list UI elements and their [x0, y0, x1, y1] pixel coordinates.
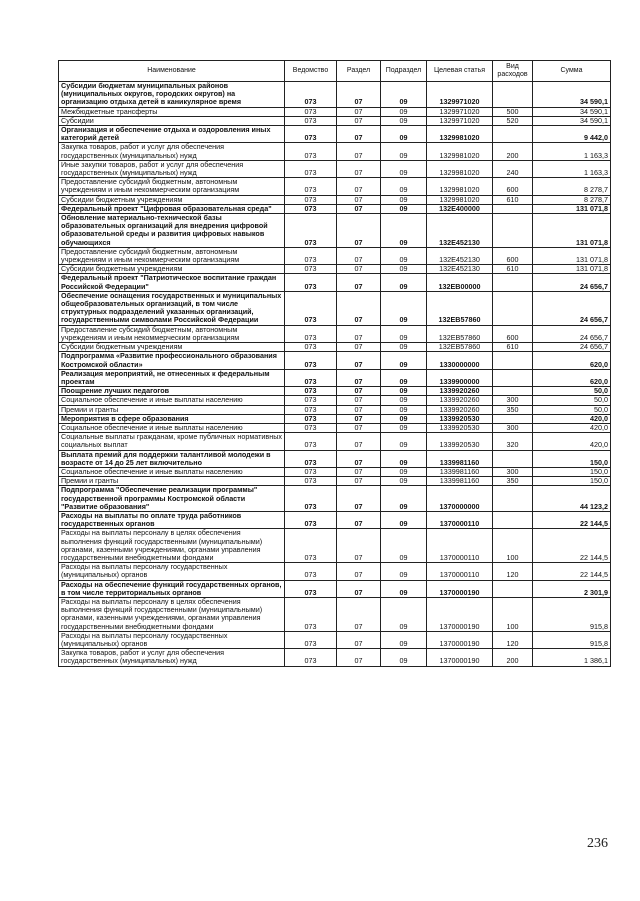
cell-name: Расходы на выплаты персоналу государственных (муниципальных) органов	[59, 563, 285, 580]
cell-name: Иные закупки товаров, работ и услуг для обеспечения государственных (муниципальных) нужд	[59, 160, 285, 177]
cell-amount: 8 278,7	[533, 195, 611, 204]
cell-section: 07	[337, 274, 381, 291]
table-row	[59, 116, 611, 125]
cell-target-article: 1370000190	[427, 597, 493, 631]
cell-department: 073	[285, 563, 337, 580]
cell-amount: 50,0	[533, 387, 611, 396]
cell-section: 07	[337, 265, 381, 274]
cell-department: 073	[285, 529, 337, 563]
cell-name: Субсидии бюджетным учреждениям	[59, 195, 285, 204]
cell-department: 073	[285, 433, 337, 450]
cell-amount: 915,8	[533, 631, 611, 648]
cell-name: Организация и обеспечение отдыха и оздоровления иных категорий детей	[59, 126, 285, 143]
cell-target-article: 132E452130	[427, 214, 493, 248]
cell-subsection: 09	[381, 143, 427, 160]
table-row	[59, 343, 611, 352]
header-target-article: Целевая статья	[427, 61, 493, 82]
cell-subsection: 09	[381, 450, 427, 467]
cell-expense-type: 240	[493, 160, 533, 177]
cell-subsection: 09	[381, 178, 427, 195]
table-body	[59, 82, 611, 667]
cell-department: 073	[285, 369, 337, 386]
table-row	[59, 143, 611, 160]
table-row	[59, 631, 611, 648]
cell-subsection: 09	[381, 433, 427, 450]
table-row	[59, 396, 611, 405]
cell-target-article: 1370000190	[427, 649, 493, 666]
cell-department: 073	[285, 467, 337, 476]
cell-subsection: 09	[381, 631, 427, 648]
cell-amount: 131 071,8	[533, 247, 611, 264]
cell-department: 073	[285, 195, 337, 204]
cell-department: 073	[285, 486, 337, 512]
cell-expense-type: 120	[493, 563, 533, 580]
cell-subsection: 09	[381, 325, 427, 342]
cell-target-article: 132E452130	[427, 265, 493, 274]
cell-subsection: 09	[381, 396, 427, 405]
table-row	[59, 405, 611, 414]
cell-subsection: 09	[381, 477, 427, 486]
cell-department: 073	[285, 580, 337, 597]
header-subsection: Подраздел	[381, 61, 427, 82]
table-row	[59, 529, 611, 563]
cell-name: Социальное обеспечение и иные выплаты населению	[59, 467, 285, 476]
cell-name: Закупка товаров, работ и услуг для обеспечения государственных (муниципальных) нужд	[59, 143, 285, 160]
table-row	[59, 649, 611, 666]
cell-expense-type	[493, 352, 533, 369]
cell-expense-type: 500	[493, 107, 533, 116]
cell-name: Премии и гранты	[59, 477, 285, 486]
cell-target-article: 132EB00000	[427, 274, 493, 291]
cell-subsection: 09	[381, 204, 427, 213]
table-row	[59, 126, 611, 143]
cell-subsection: 09	[381, 649, 427, 666]
cell-target-article: 1329981020	[427, 195, 493, 204]
cell-expense-type	[493, 291, 533, 325]
cell-amount: 50,0	[533, 405, 611, 414]
cell-expense-type: 350	[493, 477, 533, 486]
cell-expense-type: 100	[493, 597, 533, 631]
cell-expense-type: 520	[493, 116, 533, 125]
table-header-row	[59, 61, 611, 82]
cell-expense-type: 300	[493, 423, 533, 432]
header-name: Наименование	[59, 61, 285, 82]
cell-amount: 34 590,1	[533, 107, 611, 116]
cell-section: 07	[337, 450, 381, 467]
table-row	[59, 467, 611, 476]
cell-section: 07	[337, 387, 381, 396]
cell-name: Реализация мероприятий, не отнесенных к федеральным проектам	[59, 369, 285, 386]
cell-department: 073	[285, 143, 337, 160]
cell-department: 073	[285, 265, 337, 274]
cell-amount: 1 163,3	[533, 160, 611, 177]
cell-section: 07	[337, 405, 381, 414]
header-department: Ведомство	[285, 61, 337, 82]
cell-expense-type	[493, 204, 533, 213]
cell-subsection: 09	[381, 423, 427, 432]
cell-target-article: 1339920530	[427, 414, 493, 423]
table-row	[59, 414, 611, 423]
cell-amount: 150,0	[533, 477, 611, 486]
cell-expense-type	[493, 580, 533, 597]
cell-expense-type: 100	[493, 529, 533, 563]
cell-section: 07	[337, 126, 381, 143]
cell-amount: 1 163,3	[533, 143, 611, 160]
cell-expense-type	[493, 414, 533, 423]
cell-name: Субсидии	[59, 116, 285, 125]
cell-section: 07	[337, 631, 381, 648]
cell-subsection: 09	[381, 107, 427, 116]
cell-department: 073	[285, 450, 337, 467]
cell-name: Федеральный проект "Цифровая образовательная среда"	[59, 204, 285, 213]
cell-name: Мероприятия в сфере образования	[59, 414, 285, 423]
cell-target-article: 1330000000	[427, 352, 493, 369]
table-row	[59, 214, 611, 248]
cell-target-article: 1339920530	[427, 423, 493, 432]
cell-target-article: 1329971020	[427, 107, 493, 116]
cell-expense-type	[493, 387, 533, 396]
cell-amount: 22 144,5	[533, 563, 611, 580]
cell-name: Предоставление субсидий бюджетным, автономным учреждениям и иным некоммерческим организациям	[59, 178, 285, 195]
cell-expense-type: 600	[493, 325, 533, 342]
header-section: Раздел	[337, 61, 381, 82]
cell-department: 073	[285, 414, 337, 423]
cell-target-article: 1339920530	[427, 433, 493, 450]
cell-expense-type	[493, 214, 533, 248]
cell-target-article: 1370000110	[427, 511, 493, 528]
cell-section: 07	[337, 160, 381, 177]
cell-target-article: 1339981160	[427, 467, 493, 476]
table-row	[59, 477, 611, 486]
cell-name: Обновление материально-технической базы образовательных организаций для внедрения цифровой образовательной среды и развития цифровых навыков обучающихся	[59, 214, 285, 248]
cell-department: 073	[285, 178, 337, 195]
cell-section: 07	[337, 195, 381, 204]
table-row	[59, 486, 611, 512]
cell-target-article: 1370000190	[427, 631, 493, 648]
cell-subsection: 09	[381, 352, 427, 369]
cell-department: 073	[285, 247, 337, 264]
cell-expense-type	[493, 274, 533, 291]
table-row	[59, 369, 611, 386]
cell-section: 07	[337, 369, 381, 386]
cell-target-article: 1339981160	[427, 477, 493, 486]
cell-target-article: 132EB57860	[427, 343, 493, 352]
cell-subsection: 09	[381, 82, 427, 108]
cell-section: 07	[337, 107, 381, 116]
cell-expense-type	[493, 82, 533, 108]
cell-amount: 131 071,8	[533, 214, 611, 248]
cell-name: Закупка товаров, работ и услуг для обеспечения государственных (муниципальных) нужд	[59, 649, 285, 666]
cell-department: 073	[285, 423, 337, 432]
cell-subsection: 09	[381, 405, 427, 414]
cell-section: 07	[337, 511, 381, 528]
cell-subsection: 09	[381, 563, 427, 580]
cell-section: 07	[337, 486, 381, 512]
cell-section: 07	[337, 563, 381, 580]
cell-section: 07	[337, 116, 381, 125]
cell-department: 073	[285, 396, 337, 405]
table-row	[59, 423, 611, 432]
cell-amount: 150,0	[533, 467, 611, 476]
table-row	[59, 178, 611, 195]
cell-name: Социальное обеспечение и иные выплаты населению	[59, 423, 285, 432]
cell-name: Премии и гранты	[59, 405, 285, 414]
cell-amount: 50,0	[533, 396, 611, 405]
cell-amount: 620,0	[533, 352, 611, 369]
cell-department: 073	[285, 649, 337, 666]
cell-department: 073	[285, 107, 337, 116]
cell-expense-type: 300	[493, 396, 533, 405]
header-expense-type: Вид расходов	[493, 61, 533, 82]
cell-expense-type	[493, 511, 533, 528]
cell-subsection: 09	[381, 529, 427, 563]
cell-subsection: 09	[381, 580, 427, 597]
cell-subsection: 09	[381, 265, 427, 274]
cell-expense-type: 610	[493, 265, 533, 274]
cell-name: Предоставление субсидий бюджетным, автономным учреждениям и иным некоммерческим организациям	[59, 325, 285, 342]
cell-amount: 131 071,8	[533, 204, 611, 213]
table-row	[59, 433, 611, 450]
table-row	[59, 563, 611, 580]
cell-name: Расходы на обеспечение функций государственных органов, в том числе территориальных органов	[59, 580, 285, 597]
cell-name: Предоставление субсидий бюджетным, автономным учреждениям и иным некоммерческим организациям	[59, 247, 285, 264]
cell-amount: 1 386,1	[533, 649, 611, 666]
cell-section: 07	[337, 423, 381, 432]
header-amount: Сумма	[533, 61, 611, 82]
cell-name: Выплата премий для поддержки талантливой молодежи в возрасте от 14 до 25 лет включительно	[59, 450, 285, 467]
cell-amount: 22 144,5	[533, 511, 611, 528]
cell-subsection: 09	[381, 511, 427, 528]
cell-subsection: 09	[381, 160, 427, 177]
cell-expense-type	[493, 486, 533, 512]
cell-section: 07	[337, 178, 381, 195]
cell-amount: 24 656,7	[533, 343, 611, 352]
cell-department: 073	[285, 291, 337, 325]
cell-expense-type: 200	[493, 649, 533, 666]
cell-section: 07	[337, 467, 381, 476]
cell-section: 07	[337, 204, 381, 213]
table-row	[59, 82, 611, 108]
cell-expense-type: 600	[493, 247, 533, 264]
cell-section: 07	[337, 343, 381, 352]
cell-expense-type: 610	[493, 343, 533, 352]
cell-target-article: 1370000190	[427, 580, 493, 597]
table-row	[59, 265, 611, 274]
cell-target-article: 132E452130	[427, 247, 493, 264]
cell-name: Расходы на выплаты персоналу в целях обеспечения выполнения функций государственными (муниципальными) органами, казенными учреждениями, органами управления государственными внебюджетными фондами	[59, 529, 285, 563]
cell-amount: 24 656,7	[533, 325, 611, 342]
cell-subsection: 09	[381, 414, 427, 423]
cell-expense-type: 200	[493, 143, 533, 160]
table-row	[59, 580, 611, 597]
cell-target-article: 1329971020	[427, 116, 493, 125]
cell-section: 07	[337, 414, 381, 423]
cell-department: 073	[285, 274, 337, 291]
cell-section: 07	[337, 649, 381, 666]
cell-target-article: 1329981020	[427, 178, 493, 195]
cell-name: Поощрение лучших педагогов	[59, 387, 285, 396]
cell-section: 07	[337, 477, 381, 486]
cell-amount: 150,0	[533, 450, 611, 467]
cell-department: 073	[285, 204, 337, 213]
cell-amount: 420,0	[533, 423, 611, 432]
cell-expense-type: 120	[493, 631, 533, 648]
table-row	[59, 160, 611, 177]
cell-target-article: 1339920260	[427, 387, 493, 396]
cell-name: Расходы на выплаты персоналу в целях обеспечения выполнения функций государственными (муниципальными) органами, казенными учреждениями, органами управления государственными внебюджетными фондами	[59, 597, 285, 631]
cell-amount: 34 590,1	[533, 82, 611, 108]
cell-department: 073	[285, 214, 337, 248]
cell-section: 07	[337, 82, 381, 108]
cell-section: 07	[337, 325, 381, 342]
cell-amount: 420,0	[533, 433, 611, 450]
cell-expense-type: 610	[493, 195, 533, 204]
cell-amount: 620,0	[533, 369, 611, 386]
cell-subsection: 09	[381, 343, 427, 352]
table-row	[59, 274, 611, 291]
cell-expense-type: 350	[493, 405, 533, 414]
cell-department: 073	[285, 116, 337, 125]
cell-name: Социальные выплаты гражданам, кроме публичных нормативных социальных выплат	[59, 433, 285, 450]
cell-target-article: 1339981160	[427, 450, 493, 467]
cell-amount: 2 301,9	[533, 580, 611, 597]
cell-name: Федеральный проект "Патриотическое воспитание граждан Российской Федерации"	[59, 274, 285, 291]
cell-expense-type: 320	[493, 433, 533, 450]
cell-section: 07	[337, 247, 381, 264]
cell-department: 073	[285, 126, 337, 143]
cell-amount: 44 123,2	[533, 486, 611, 512]
cell-subsection: 09	[381, 126, 427, 143]
table-row	[59, 387, 611, 396]
cell-target-article: 1339900000	[427, 369, 493, 386]
cell-subsection: 09	[381, 597, 427, 631]
cell-department: 073	[285, 352, 337, 369]
cell-target-article: 1329971020	[427, 82, 493, 108]
cell-section: 07	[337, 597, 381, 631]
cell-department: 073	[285, 343, 337, 352]
cell-target-article: 1370000110	[427, 529, 493, 563]
table-row	[59, 325, 611, 342]
cell-target-article: 1370000000	[427, 486, 493, 512]
cell-subsection: 09	[381, 291, 427, 325]
cell-target-article: 132EB57860	[427, 325, 493, 342]
cell-name: Расходы на выплаты персоналу государственных (муниципальных) органов	[59, 631, 285, 648]
cell-name: Межбюджетные трансферты	[59, 107, 285, 116]
cell-subsection: 09	[381, 486, 427, 512]
cell-name: Подпрограмма «Развитие профессионального образования Костромской области»	[59, 352, 285, 369]
cell-name: Социальное обеспечение и иные выплаты населению	[59, 396, 285, 405]
cell-target-article: 132E400000	[427, 204, 493, 213]
cell-name: Субсидии бюджетным учреждениям	[59, 343, 285, 352]
table-row	[59, 352, 611, 369]
table-row	[59, 597, 611, 631]
cell-name: Субсидии бюджетным учреждениям	[59, 265, 285, 274]
cell-subsection: 09	[381, 214, 427, 248]
cell-target-article: 1339920260	[427, 396, 493, 405]
cell-subsection: 09	[381, 467, 427, 476]
cell-target-article: 1329981020	[427, 126, 493, 143]
cell-amount: 22 144,5	[533, 529, 611, 563]
cell-department: 073	[285, 405, 337, 414]
cell-department: 073	[285, 82, 337, 108]
cell-amount: 915,8	[533, 597, 611, 631]
cell-section: 07	[337, 214, 381, 248]
cell-name: Обеспечение оснащения государственных и муниципальных общеобразовательных организаций, в том числе структурных подразделений указанных организаций, государственными символами Российской Федерации	[59, 291, 285, 325]
cell-subsection: 09	[381, 369, 427, 386]
cell-expense-type: 300	[493, 467, 533, 476]
cell-section: 07	[337, 143, 381, 160]
table-row	[59, 511, 611, 528]
table-row	[59, 291, 611, 325]
cell-target-article: 1339920260	[427, 405, 493, 414]
cell-amount: 24 656,7	[533, 291, 611, 325]
cell-section: 07	[337, 291, 381, 325]
cell-section: 07	[337, 529, 381, 563]
cell-department: 073	[285, 160, 337, 177]
cell-department: 073	[285, 511, 337, 528]
cell-target-article: 1329981020	[427, 160, 493, 177]
cell-section: 07	[337, 396, 381, 405]
cell-target-article: 132EB57860	[427, 291, 493, 325]
cell-target-article: 1370000110	[427, 563, 493, 580]
table-row	[59, 107, 611, 116]
cell-expense-type	[493, 450, 533, 467]
page-number: 236	[587, 836, 608, 851]
budget-table	[58, 60, 611, 667]
cell-expense-type	[493, 126, 533, 143]
cell-subsection: 09	[381, 195, 427, 204]
table-row	[59, 247, 611, 264]
table-row	[59, 450, 611, 467]
cell-subsection: 09	[381, 116, 427, 125]
table-row	[59, 195, 611, 204]
cell-subsection: 09	[381, 387, 427, 396]
cell-expense-type: 600	[493, 178, 533, 195]
table-row	[59, 204, 611, 213]
cell-name: Субсидии бюджетам муниципальных районов (муниципальных округов, городских округов) на организацию отдыха детей в каникулярное время	[59, 82, 285, 108]
cell-amount: 131 071,8	[533, 265, 611, 274]
cell-section: 07	[337, 580, 381, 597]
cell-department: 073	[285, 387, 337, 396]
cell-department: 073	[285, 477, 337, 486]
cell-department: 073	[285, 325, 337, 342]
cell-amount: 8 278,7	[533, 178, 611, 195]
cell-expense-type	[493, 369, 533, 386]
cell-subsection: 09	[381, 274, 427, 291]
cell-department: 073	[285, 597, 337, 631]
cell-section: 07	[337, 433, 381, 450]
cell-amount: 9 442,0	[533, 126, 611, 143]
cell-amount: 420,0	[533, 414, 611, 423]
cell-amount: 34 590,1	[533, 116, 611, 125]
cell-amount: 24 656,7	[533, 274, 611, 291]
cell-department: 073	[285, 631, 337, 648]
cell-name: Расходы на выплаты по оплате труда работников государственных органов	[59, 511, 285, 528]
cell-subsection: 09	[381, 247, 427, 264]
cell-target-article: 1329981020	[427, 143, 493, 160]
cell-name: Подпрограмма "Обеспечение реализации программы" государственной программы Костромской области "Развитие образования"	[59, 486, 285, 512]
cell-section: 07	[337, 352, 381, 369]
